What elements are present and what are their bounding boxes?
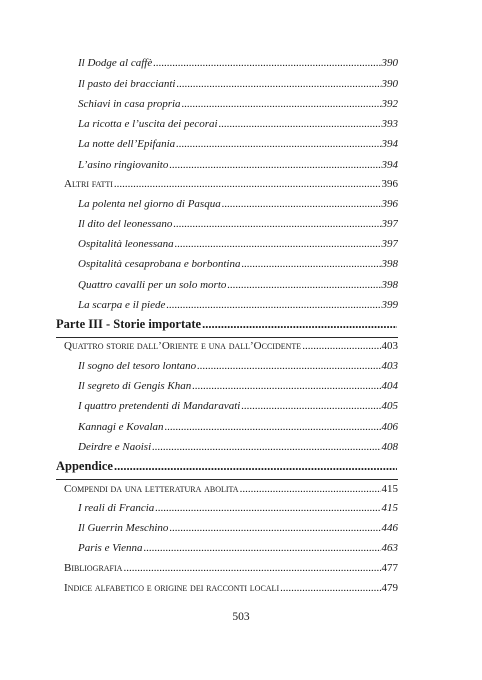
toc-entry-title: La ricotta e l’uscita dei pecorai [78, 118, 218, 130]
toc-entry [78, 159, 398, 171]
toc-entry-title: I reali di Francia [78, 502, 155, 514]
toc-entry-title: Ospitalità cesaprobana e borbontina [78, 258, 241, 270]
dot-leader [240, 483, 381, 495]
toc-entry [78, 279, 398, 291]
toc-entry-title: L’asino ringiovanito [78, 159, 169, 171]
toc-entry [78, 118, 398, 130]
toc-section [64, 562, 398, 574]
toc-entry [78, 78, 398, 90]
toc-entry [78, 400, 398, 412]
toc-entry-title: Ospitalità leonessana [78, 238, 174, 250]
toc-entry-title: La notte dell’Epifania [78, 138, 176, 150]
toc-section-title: Bibliografia [64, 562, 123, 574]
dot-leader [165, 421, 381, 433]
toc-entry-title: La polenta nel giorno di Pasqua [78, 198, 221, 210]
toc-entry-page: 463 [381, 542, 398, 554]
part-divider [56, 479, 398, 480]
dot-leader [182, 98, 381, 110]
dot-leader [114, 178, 381, 190]
toc-entry-page: 399 [381, 299, 398, 311]
toc-entry-title: Kannagi e Kovalan [78, 421, 164, 433]
toc-section-title: Altri fatti [64, 178, 113, 190]
toc-entry-title: Il sogno del tesoro lontano [78, 360, 197, 372]
toc-entry [78, 238, 398, 250]
toc-section-page: 477 [381, 562, 398, 574]
toc-entry [78, 57, 398, 69]
toc-entry-title: Il segreto di Gengis Khan [78, 380, 192, 392]
toc-entry-title: Il pasto dei braccianti [78, 78, 176, 90]
dot-leader [202, 317, 397, 332]
toc-entry-page: 408 [381, 441, 398, 453]
toc-entry [78, 98, 398, 110]
toc-entry-page: 406 [381, 421, 398, 433]
dot-leader [175, 238, 381, 250]
toc-entry [78, 218, 398, 230]
page-number: 503 [232, 611, 250, 623]
dot-leader [173, 218, 380, 230]
dot-leader [144, 542, 381, 554]
toc-entry-page: 397 [381, 238, 398, 250]
toc-part-heading [56, 459, 398, 474]
toc-entry-page: 398 [381, 258, 398, 270]
toc-entry [78, 299, 398, 311]
toc-entry [78, 441, 398, 453]
dot-leader [169, 159, 380, 171]
dot-leader [153, 57, 380, 69]
toc-section-page: 415 [381, 483, 398, 495]
toc-section [64, 483, 398, 495]
toc-entry-page: 403 [381, 360, 398, 372]
toc-section-page: 479 [381, 582, 398, 594]
dot-leader [176, 78, 380, 90]
toc-entry [78, 380, 398, 392]
toc-section [64, 178, 398, 190]
toc-section-page: 403 [381, 340, 398, 352]
toc-entry [78, 198, 398, 210]
toc-entry-title: I quattro pretendenti di Mandaravati [78, 400, 241, 412]
toc-part-title: Parte III - Storie importate [56, 317, 202, 331]
dot-leader [114, 459, 397, 474]
toc-entry-page: 404 [381, 380, 398, 392]
toc-entry [78, 502, 398, 514]
toc-entry-title: Quattro cavalli per un solo morto [78, 279, 227, 291]
toc-entry-page: 396 [381, 198, 398, 210]
dot-leader [241, 400, 380, 412]
toc-entry-page: 397 [381, 218, 398, 230]
dot-leader [166, 299, 380, 311]
toc-entry-title: Il dito del leonessano [78, 218, 173, 230]
toc-section-title: Quattro storie dall’Oriente e una dall’Occidente [64, 340, 302, 352]
toc-entry [78, 258, 398, 270]
toc-entry-page: 394 [381, 159, 398, 171]
toc-entry-page: 393 [381, 118, 398, 130]
toc-section-title: Compendi da una letteratura abolita [64, 483, 239, 495]
toc-part-title: Appendice [56, 459, 113, 473]
toc-entry [78, 138, 398, 150]
toc-entry-title: La scarpa e il piede [78, 299, 166, 311]
toc-entry-page: 390 [381, 78, 398, 90]
toc-entry-page: 415 [381, 502, 398, 514]
part-divider [56, 337, 398, 338]
dot-leader [219, 118, 381, 130]
toc-entry-page: 398 [381, 279, 398, 291]
toc-entry-title: Il Guerrin Meschino [78, 522, 169, 534]
toc-part-heading [56, 317, 398, 332]
toc-entry-page: 446 [381, 522, 398, 534]
toc-entry-title: Schiavi in casa propria [78, 98, 181, 110]
toc-entry [78, 360, 398, 372]
dot-leader [155, 502, 380, 514]
toc-entry [78, 542, 398, 554]
dot-leader [152, 441, 380, 453]
dot-leader [176, 138, 380, 150]
dot-leader [192, 380, 380, 392]
toc-entry-title: Paris e Vienna [78, 542, 143, 554]
toc-section-page: 396 [381, 178, 398, 190]
dot-leader [123, 562, 380, 574]
toc-entry-page: 405 [381, 400, 398, 412]
dot-leader [227, 279, 380, 291]
dot-leader [302, 340, 380, 352]
toc-entry [78, 421, 398, 433]
dot-leader [222, 198, 381, 210]
toc-entry-page: 392 [381, 98, 398, 110]
toc-entry-title: Deirdre e Naoisi [78, 441, 152, 453]
dot-leader [241, 258, 380, 270]
toc-section [64, 582, 398, 594]
dot-leader [280, 582, 380, 594]
toc-section [64, 340, 398, 352]
toc-entry-title: Il Dodge al caffè [78, 57, 153, 69]
dot-leader [197, 360, 380, 372]
toc-entry-page: 394 [381, 138, 398, 150]
dot-leader [169, 522, 380, 534]
toc-entry-page: 390 [381, 57, 398, 69]
toc-section-title: Indice alfabetico e origine dei racconti locali [64, 582, 280, 594]
toc-entry [78, 522, 398, 534]
